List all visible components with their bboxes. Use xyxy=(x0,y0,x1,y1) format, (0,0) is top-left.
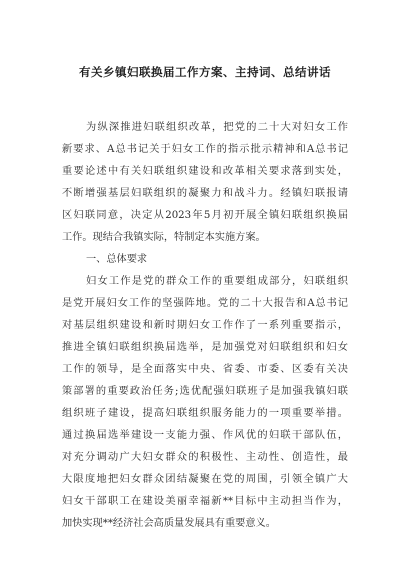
section-line-10: 大限度地把妇女群众团结凝聚在党的周围，引领全镇广大 xyxy=(62,474,348,485)
intro-line-5: 区妇联同意，决定从2023年5月初开展全镇妇联组织换届 xyxy=(62,210,348,221)
intro-line-1: 为纵深推进妇联组织改革，把党的二十大对妇女工作 xyxy=(86,122,348,133)
section-line-6: 策部署的重要政治任务;选优配强妇联班子是加强我镇妇联 xyxy=(62,386,348,397)
intro-line-6: 工作。现结合我镇实际，特制定本实施方案。 xyxy=(62,232,266,243)
section-line-1: 妇女工作是党的群众工作的重要组成部分，妇联组织 xyxy=(86,276,348,287)
section-line-7: 组织班子建设，提高妇联组织服务能力的一项重要举措。 xyxy=(62,408,348,419)
section-line-11: 妇女干部职工在建设美丽幸福新**目标中主动担当作为， xyxy=(62,496,348,507)
section-heading: 一、总体要求 xyxy=(86,254,148,265)
intro-line-4: 不断增强基层妇联组织的凝聚力和战斗力。经镇妇联报请 xyxy=(62,188,348,199)
section-line-2: 是党开展妇女工作的坚强阵地。党的二十大报告和A总书记 xyxy=(62,298,348,309)
section-line-4: 推进全镇妇联组织换届选举，是加强党对妇联组织和妇女 xyxy=(62,342,348,353)
section-line-12: 加快实现**经济社会高质量发展具有重要意义。 xyxy=(62,518,276,529)
intro-line-2: 新要求、A总书记关于妇女工作的指示批示精神和A总书记 xyxy=(62,144,348,155)
intro-line-3: 重要论述中有关妇联组织建设和改革相关要求落到实处， xyxy=(62,166,348,177)
document-title: 有关乡镇妇联换届工作方案、主持词、总结讲话 xyxy=(79,65,331,79)
section-line-5: 工作的领导，是全面落实中央、省委、市委、区委有关决 xyxy=(62,364,348,375)
section-line-8: 通过换届选举建设一支能力强、作风优的妇联干部队伍， xyxy=(62,430,348,441)
section-line-9: 对充分调动广大妇女群众的积极性、主动性、创造性，最 xyxy=(62,452,348,463)
section-line-3: 对基层组织建设和新时期妇女工作作了一系列重要指示， xyxy=(62,320,348,331)
